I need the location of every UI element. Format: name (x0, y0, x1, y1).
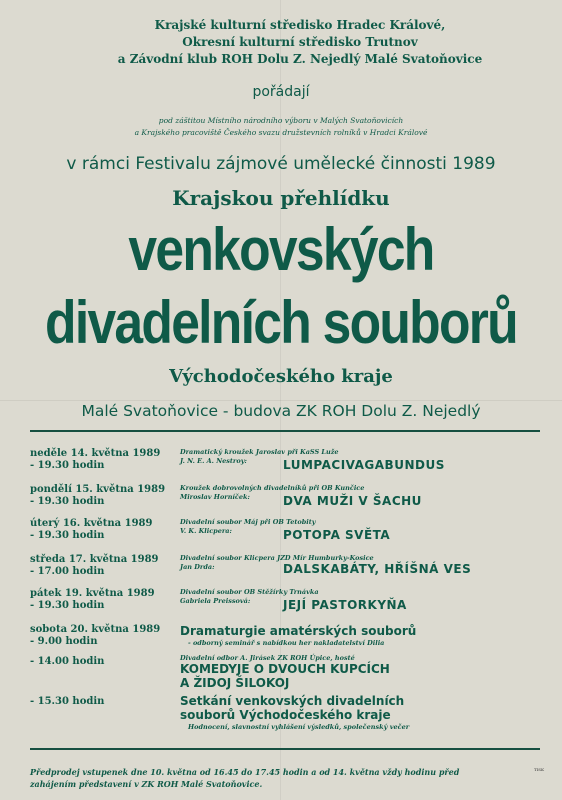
saturday-time-3: - 15.30 hodin (30, 696, 105, 707)
row-date: pátek 19. května 1989 (30, 588, 155, 599)
meeting-note: Hodnocení, slavnostní vyhlášení výsledků, společenský večer (188, 723, 410, 731)
row-play: POTOPA SVĚTA (283, 528, 391, 542)
row-group: Kroužek dobrovolných divadelníků při OB Kunčice Miroslav Horníček: (180, 484, 365, 501)
row-time: - 19.30 hodin (30, 530, 105, 541)
row-group: Dramatický kroužek Jaroslav při KaSS Luže J. N. E. A. Nestroy: (180, 448, 339, 465)
row-group: Divadelní soubor Máj při OB Tetobity V. K. Klicpera: (180, 518, 316, 535)
guest-play-line-1: KOMEDYJE O DVOUCH KUPCÍCH (180, 662, 390, 676)
patronage-line-2: a Krajského pracoviště Českého svazu družstevních rolníků v Hradci Králové (134, 128, 428, 137)
saturday-time-2: - 14.00 hodin (30, 656, 105, 667)
region-line: Východočeského kraje (169, 366, 393, 387)
row-play: JEJÍ PASTORKYŇA (283, 598, 407, 612)
guest-play-line-2: A ŽIDOJ ŠILOKOJ (180, 676, 290, 690)
divider-bottom (30, 748, 540, 750)
printer-mark: TISK (534, 767, 544, 772)
program-row (30, 518, 550, 548)
poradaji-text: pořádají (252, 84, 310, 100)
row-group: Divadelní soubor OB Stěžírky Trnávka Gabriela Preissová: (180, 588, 319, 605)
meeting-line-1: Setkání venkovských divadelních (180, 694, 405, 708)
row-date: středa 17. května 1989 (30, 554, 159, 565)
saturday-time-1: - 9.00 hodin (30, 636, 98, 647)
paper-fold-horizontal (0, 400, 562, 401)
row-time: - 19.30 hodin (30, 460, 105, 471)
divider-top (30, 430, 540, 432)
row-play: LUMPACIVAGABUNDUS (283, 458, 445, 472)
row-date: pondělí 15. května 1989 (30, 484, 166, 495)
program-row (30, 588, 550, 618)
row-date: úterý 16. května 1989 (30, 518, 153, 529)
title-line-2: divadelních souborů (45, 289, 517, 356)
row-date: neděle 14. května 1989 (30, 448, 161, 459)
row-group: Divadelní soubor Klicpera JZD Mír Humburky-Kosice Jan Drda: (180, 554, 374, 571)
organizer-line-1: Krajské kulturní středisko Hradec Králové, (154, 18, 446, 32)
program-row (30, 554, 550, 584)
venue-line: Malé Svatoňovice - budova ZK ROH Dolu Z. Nejedlý (81, 402, 481, 420)
patronage-line-1: pod záštitou Místního národního výboru v Malých Svatoňovicích (158, 116, 404, 125)
saturday-date: sobota 20. května 1989 (30, 624, 161, 635)
organizer-line-3: a Závodní klub ROH Dolu Z. Nejedlý Malé Svatoňovice (117, 52, 483, 66)
program-row (30, 448, 550, 478)
presale-info: Předprodej vstupenek dne 10. května od 16.45 do 17.45 hodin a od 14. května vždy hodinu před zahájením představení v ZK ROH Malé Svatoňovice. (30, 767, 460, 789)
seminar-note: - odborný seminář s nabídkou her nakladatelství Dilia (188, 639, 385, 647)
event-lead: Krajskou přehlídku (172, 186, 390, 210)
meeting-line-2: souborů Východočeského kraje (180, 708, 391, 722)
row-time: - 17.00 hodin (30, 566, 105, 577)
organizer-line-2: Okresní kulturní středisko Trutnov (182, 35, 418, 49)
festival-line: v rámci Festivalu zájmové umělecké činnosti 1989 (66, 154, 496, 174)
title-line-1: venkovských (128, 216, 434, 283)
seminar-title: Dramaturgie amatérských souborů (180, 624, 417, 638)
row-play: DALSKABÁTY, HŘÍŠNÁ VES (283, 562, 472, 576)
saturday-block (30, 624, 550, 744)
program-row (30, 484, 550, 514)
row-time: - 19.30 hodin (30, 600, 105, 611)
row-play: DVA MUŽI V ŠACHU (283, 494, 422, 508)
guest-group: Divadelní odbor A. Jirásek ZK ROH Úpice, hosté (180, 654, 355, 662)
row-time: - 19.30 hodin (30, 496, 105, 507)
